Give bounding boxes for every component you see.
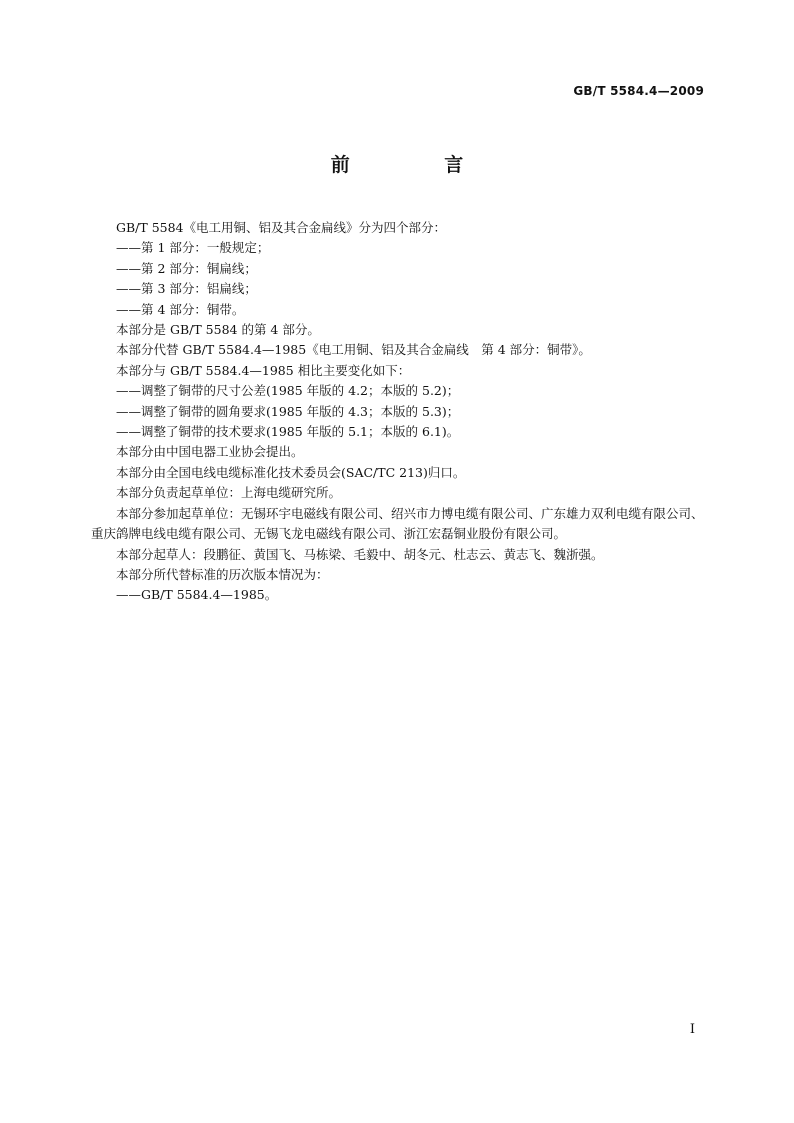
list-item-change1: ——调整了铜带的尺寸公差(1985 年版的 4.2；本版的 5.2)；: [116, 383, 460, 399]
foreword-body: [91, 218, 711, 606]
paragraph-history-intro: 本部分所代替标准的历次版本情况为：: [116, 566, 329, 582]
list-item-part1: ——第 1 部分：一般规定；: [116, 240, 270, 256]
paragraph-drafting-unit: 本部分负责起草单位：上海电缆研究所。: [116, 485, 342, 501]
list-item-history: ——GB/T 5584.4—1985。: [116, 587, 278, 603]
paragraph-drafters: 本部分起草人：段鹏征、黄国飞、马栋梁、毛毅中、胡冬元、杜志云、黄志飞、魏浙强。: [116, 546, 604, 562]
paragraph-centralized-by: 本部分由全国电线电缆标准化技术委员会(SAC/TC 213)归口。: [116, 464, 466, 480]
paragraph-intro: GB/T 5584《电工用铜、铝及其合金扁线》分为四个部分：: [116, 220, 447, 235]
page-title: 前 言: [330, 154, 508, 176]
paragraph-changes-intro: 本部分与 GB/T 5584.4—1985 相比主要变化如下：: [116, 362, 411, 378]
page-number: I: [689, 1022, 695, 1037]
list-item-part4: ——第 4 部分：铜带。: [116, 301, 245, 317]
paragraph-participating-units: 本部分参加起草单位：无锡环宇电磁线有限公司、绍兴市力博电缆有限公司、广东雄力双利电缆有限公司、重庆鸽牌电线电缆有限公司、无锡飞龙电磁线有限公司、浙江宏磊铜业股份有限公司。: [91, 505, 704, 542]
paragraph-replaces: 本部分代替 GB/T 5584.4—1985《电工用铜、铝及其合金扁线 第 4 部分：铜带》。: [116, 342, 591, 358]
list-item-part2: ——第 2 部分：铜扁线；: [116, 260, 257, 276]
paragraph-proposed-by: 本部分由中国电器工业协会提出。: [116, 444, 304, 460]
paragraph-part-statement: 本部分是 GB/T 5584 的第 4 部分。: [116, 322, 320, 338]
list-item-change3: ——调整了铜带的技术要求(1985 年版的 5.1；本版的 6.1)。: [116, 424, 460, 440]
list-item-part3: ——第 3 部分：铝扁线；: [116, 281, 257, 297]
list-item-change2: ——调整了铜带的圆角要求(1985 年版的 4.3；本版的 5.3)；: [116, 403, 460, 419]
standard-code: GB/T 5584.4—2009: [573, 84, 704, 98]
